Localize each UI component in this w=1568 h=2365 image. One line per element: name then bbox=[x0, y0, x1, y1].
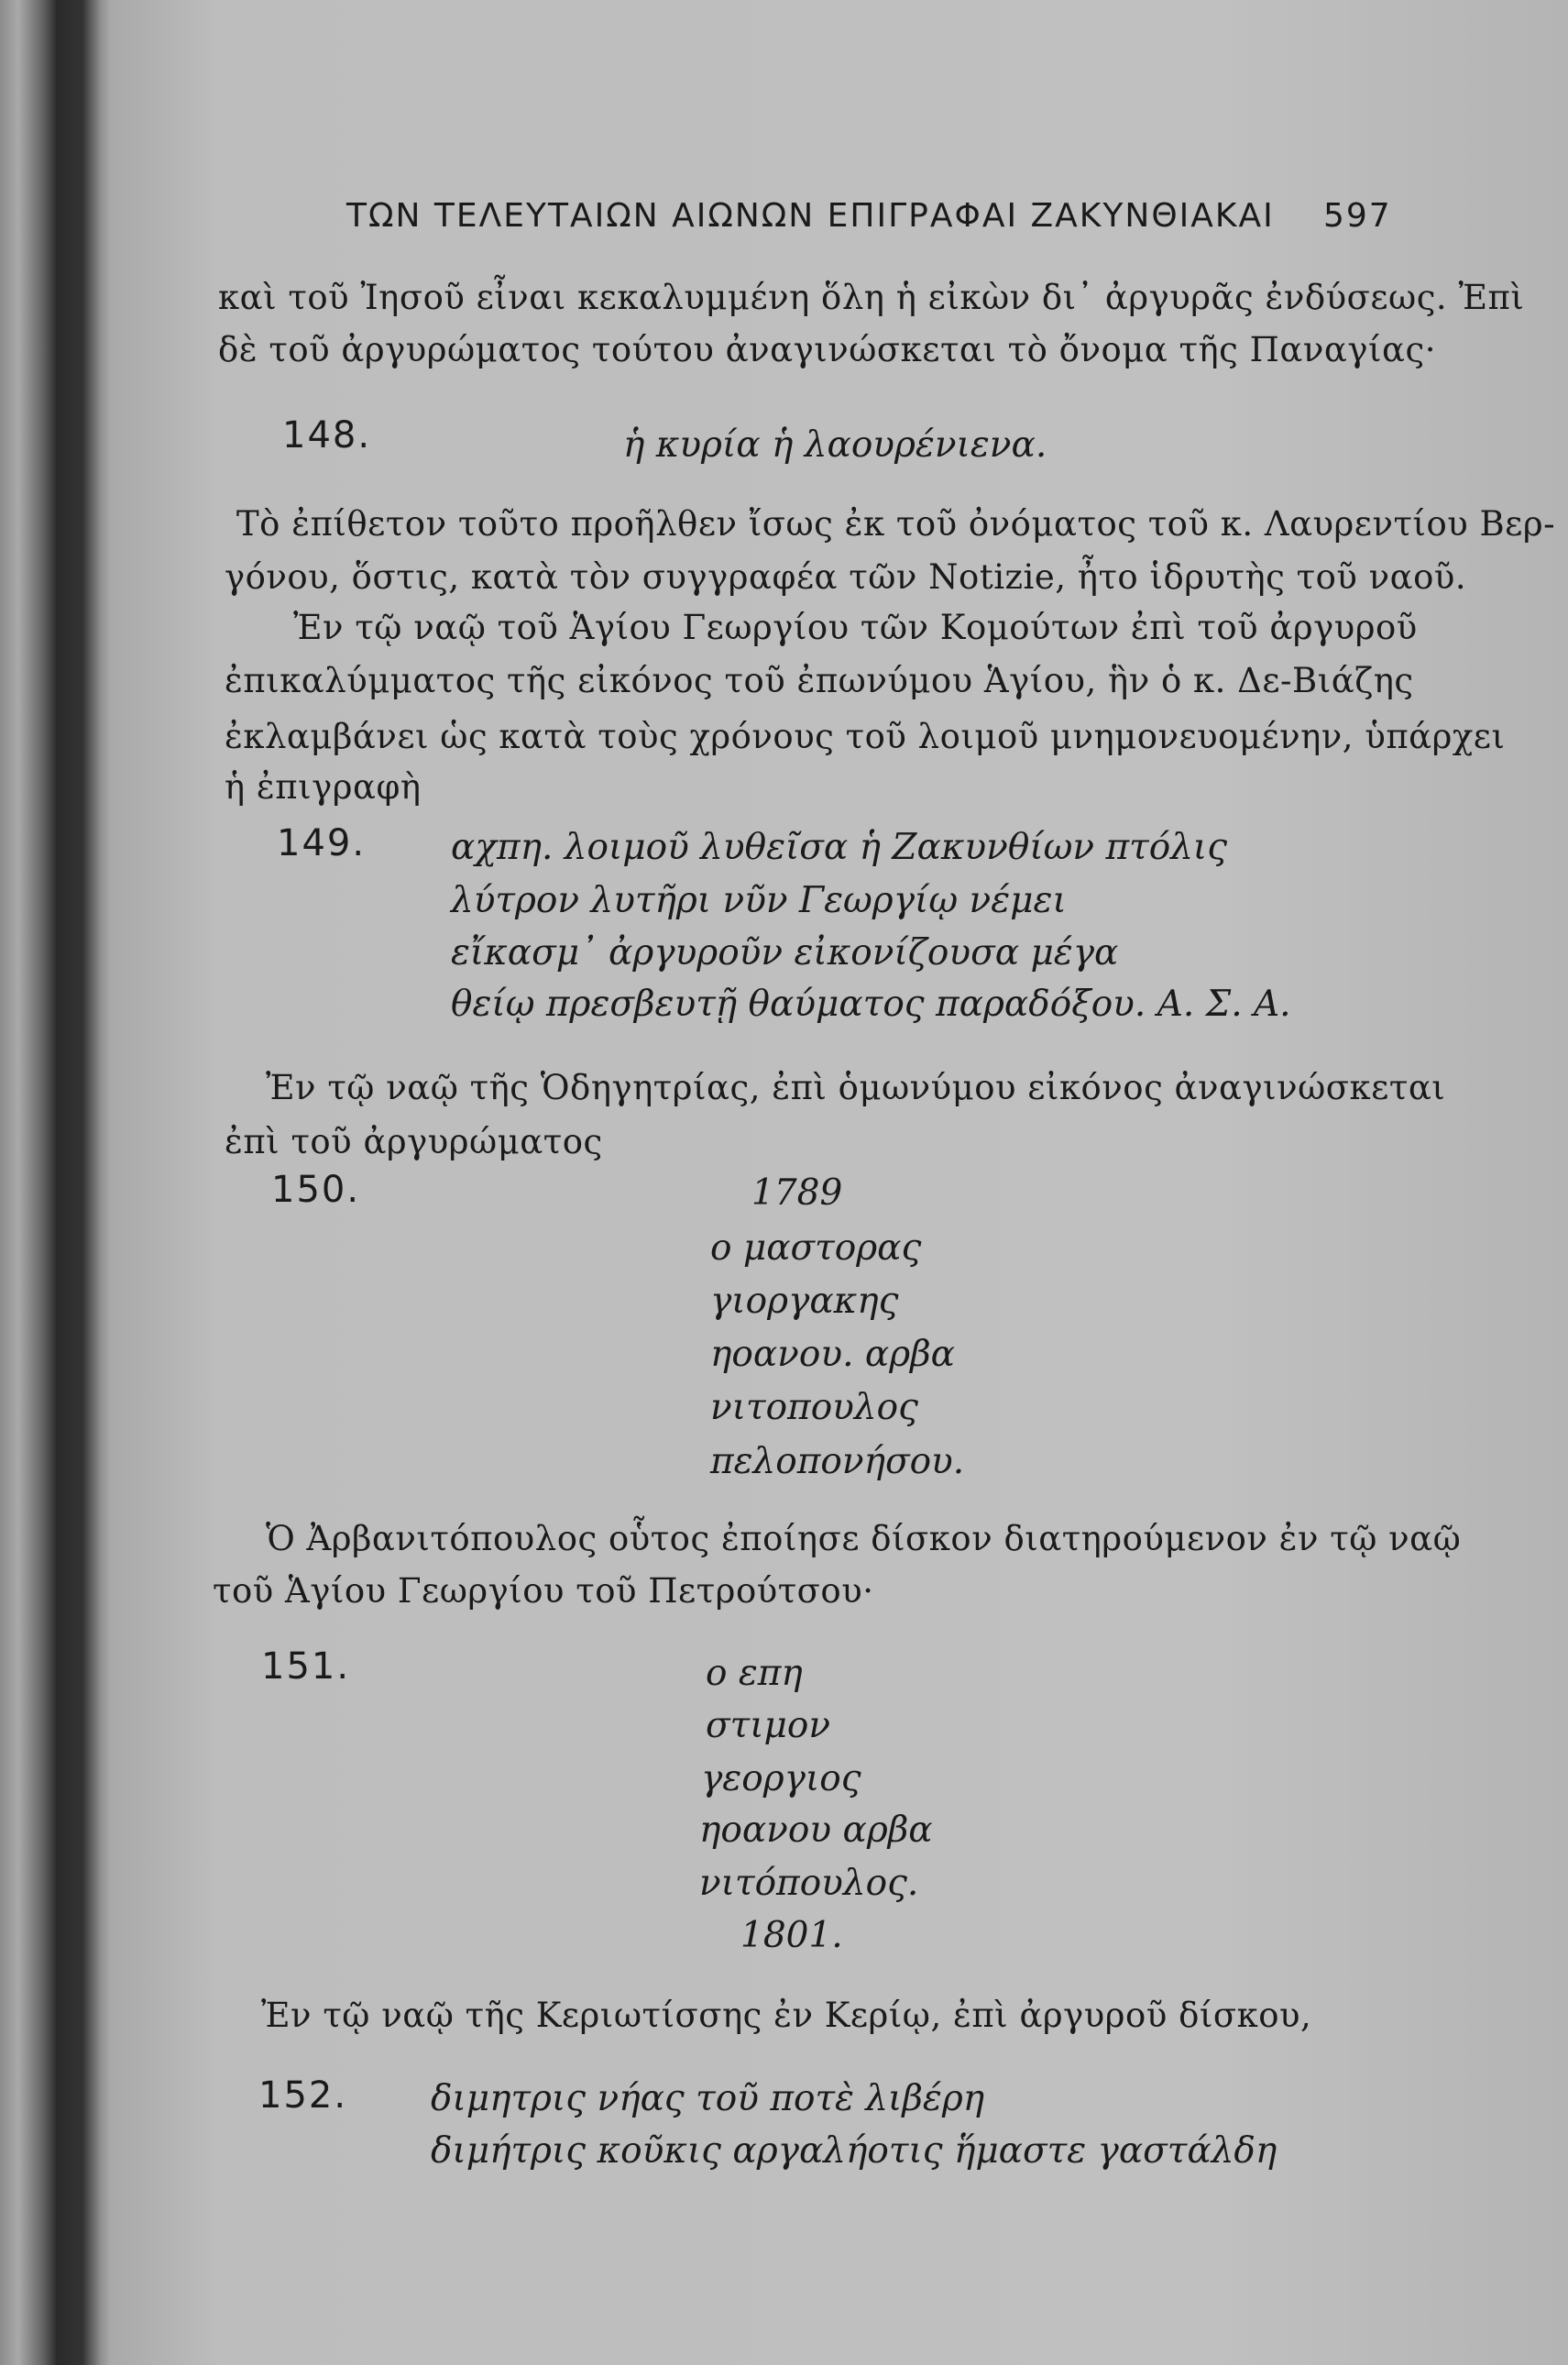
inscription-line: γιοργακης bbox=[710, 1281, 899, 1322]
paragraph-line: Ἐν τῷ ναῷ τῆς Κεριωτίσσης ἐν Κερίῳ, ἐπὶ ἀργυροῦ δίσκου, bbox=[261, 1996, 1312, 2035]
inscription-line: 1789 bbox=[751, 1172, 843, 1214]
inscription-line: διμητρις νήας τοῦ ποτὲ λιβέρη bbox=[431, 2078, 985, 2119]
paragraph-line: γόνου, ὅστις, κατὰ τὸν συγγραφέα τῶν Notizie, ἦτο ἱδρυτὴς τοῦ ναοῦ. bbox=[225, 557, 1467, 597]
inscription-line: ἡ κυρία ἡ λαουρένιενα. bbox=[623, 424, 1047, 466]
book-binding-edge bbox=[0, 0, 110, 2365]
paragraph-line: ἐπικαλύμματος τῆς εἰκόνος τοῦ ἐπωνύμου Ἁγίου, ἣν ὁ κ. Δε-Βιάζης bbox=[225, 661, 1414, 700]
inscription-line: εἴκασμ᾽ ἀργυροῦν εἰκονίζουσα μέγα bbox=[451, 932, 1119, 974]
inscription-line: ηοανου. αρβα bbox=[710, 1334, 956, 1375]
inscription-line: αχπη. λοιμοῦ λυθεῖσα ἡ Ζακυνθίων πτόλις bbox=[451, 827, 1228, 868]
paragraph-line: ἐπὶ τοῦ ἀργυρώματος bbox=[225, 1122, 603, 1161]
paragraph-line: ἐκλαμβάνει ὡς κατὰ τοὺς χρόνους τοῦ λοιμοῦ μνημονευομένην, ὑπάρχει bbox=[225, 717, 1506, 756]
inscription-number: 148. bbox=[282, 414, 372, 456]
inscription-line: ηοανου αρβα bbox=[699, 1810, 933, 1851]
inscription-line: γεοργιος bbox=[701, 1758, 861, 1799]
inscription-line: διμήτρις κοῦκις αργαλήοτις ἥμαστε γαστάλδη bbox=[431, 2130, 1277, 2172]
inscription-line: ο επη bbox=[706, 1653, 803, 1694]
paragraph-line: Ἐν τῷ ναῷ τῆς Ὁδηγητρίας, ἐπὶ ὁμωνύμου εἰκόνος ἀναγινώσκεται bbox=[266, 1068, 1446, 1107]
inscription-line: νιτοπουλος bbox=[710, 1387, 918, 1428]
paragraph-line: ἡ ἐπιγραφὴ bbox=[225, 767, 422, 807]
paragraph-line: καὶ τοῦ Ἰησοῦ εἶναι κεκαλυμμένη ὅλη ἡ εἰκὼν δι᾽ ἀργυρᾶς ἐνδύσεως. Ἐπὶ bbox=[218, 278, 1525, 317]
inscription-line: 1801. bbox=[740, 1915, 843, 1956]
running-header-title: ΤΩΝ ΤΕΛΕΥΤΑΙΩΝ ΑΙΩΝΩΝ ΕΠΙΓΡΑΦΑΙ ΖΑΚΥΝΘΙΑΚΑΙ bbox=[346, 197, 1275, 235]
inscription-number: 151. bbox=[261, 1645, 351, 1688]
inscription-line: πελοπονήσου. bbox=[710, 1441, 965, 1482]
inscription-line: λύτρον λυτῆρι νῦν Γεωργίῳ νέμει bbox=[451, 880, 1067, 921]
paragraph-line: δὲ τοῦ ἀργυρώματος τούτου ἀναγινώσκεται τὸ ὄνομα τῆς Παναγίας· bbox=[218, 330, 1436, 369]
paragraph-line: Τὸ ἐπίθετον τοῦτο προῆλθεν ἴσως ἐκ τοῦ ὀνόματος τοῦ κ. Λαυρεντίου Βερ- bbox=[236, 504, 1556, 544]
paragraph-line: Ὁ Ἀρβανιτόπουλος οὗτος ἐποίησε δίσκον διατηρούμενον ἐν τῷ ναῷ bbox=[266, 1519, 1462, 1558]
inscription-line: στιμον bbox=[706, 1705, 831, 1746]
inscription-number: 149. bbox=[277, 822, 367, 864]
inscription-line: ο μαστορας bbox=[710, 1227, 922, 1269]
paragraph-line: Ἐν τῷ ναῷ τοῦ Ἁγίου Γεωργίου τῶν Κομούτων ἐπὶ τοῦ ἀργυροῦ bbox=[293, 608, 1418, 647]
inscription-line: νιτόπουλος. bbox=[699, 1863, 919, 1904]
inscription-number: 152. bbox=[258, 2074, 348, 2117]
inscription-line: θείῳ πρεσβευτῇ θαύματος παραδόξου. Α. Σ. Α. bbox=[451, 984, 1291, 1025]
paragraph-line: τοῦ Ἁγίου Γεωργίου τοῦ Πετρούτσου· bbox=[213, 1571, 874, 1611]
inscription-number: 150. bbox=[271, 1169, 361, 1211]
page-number: 597 bbox=[1323, 197, 1392, 235]
